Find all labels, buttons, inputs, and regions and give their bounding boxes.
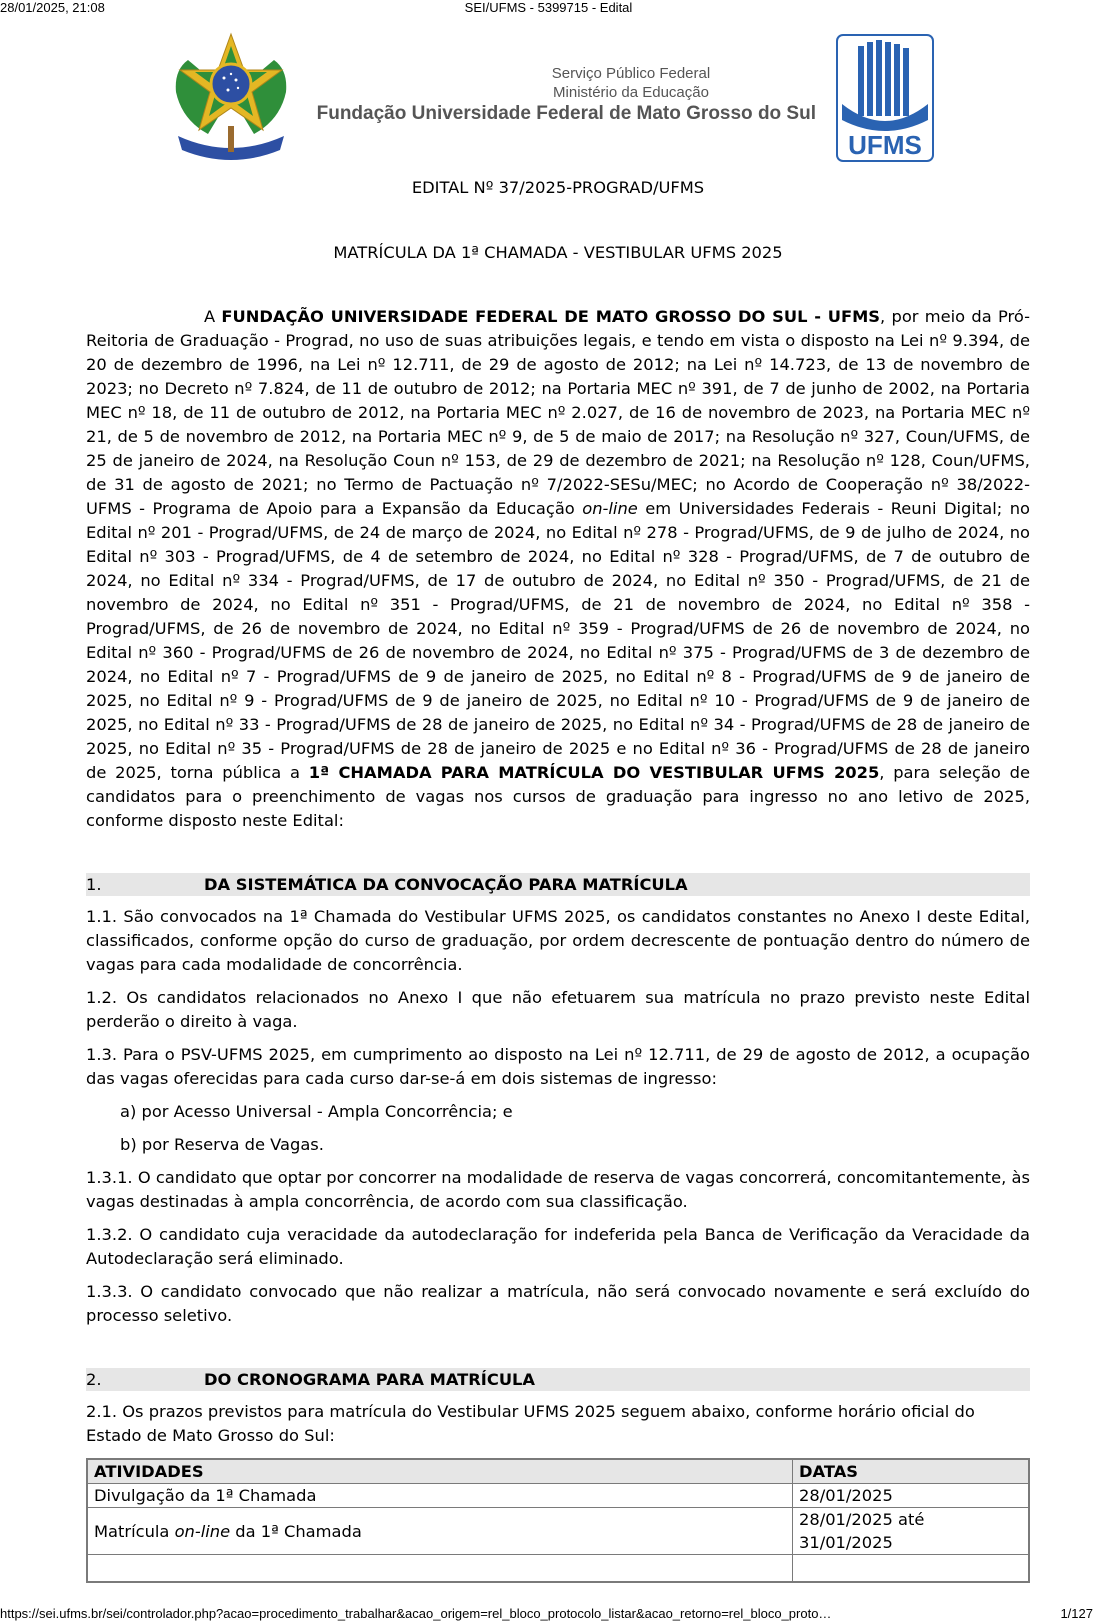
letterhead-line-1: Serviço Público Federal [551,65,711,82]
paragraph-1-3-3: 1.3.3. O candidato convocado que não realizar a matrícula, não será convocado novamente e será excluído do processo seletivo. [86,1282,1030,1325]
table-header-row [87,1459,1029,1484]
table-row-continued [87,1555,1029,1583]
paragraph-1-3-2: 1.3.2. O candidato cuja veracidade da autodeclaração for indeferida pela Banca de Verificação da Veracidade da Autodeclaração será eliminado. [86,1225,1030,1268]
paragraph-1-1: 1.1. São convocados na 1ª Chamada do Vestibular UFMS 2025, os candidatos constantes no Anexo I deste Edital, classificados, conforme opção do curso de graduação, por ordem decrescente de pontuação dentro do número de vagas para cada modalidade de concorrência. [86,907,1030,974]
column-header-dates: DATAS [793,1459,1030,1484]
letterhead [168,30,938,166]
paragraph-1-3: 1.3. Para o PSV-UFMS 2025, em cumprimento ao disposto na Lei nº 12.711, de 29 de agosto de 2012, a ocupação das vagas oferecidas para cada curso dar-se-á em dois sistemas de ingresso: [86,1045,1030,1088]
section-2-number: 2. [86,1370,102,1389]
document-subtitle: MATRÍCULA DA 1ª CHAMADA - VESTIBULAR UFMS 2025 [333,243,783,262]
section-2-heading [86,1368,1030,1391]
section-1-title: DA SISTEMÁTICA DA CONVOCAÇÃO PARA MATRÍCULA [204,875,688,894]
date-cell: 28/01/2025 até 31/01/2025 [793,1508,1030,1555]
intro-text-2: , por meio da Pró-Reitoria de Graduação - Prograd, no uso de suas atribuições legais, e tendo em vista o disposto na Lei nº 9.394, de 20 de dezembro de 1996, na Lei nº 12.711, de 29 de agosto de 2012; na Lei nº 14.723, de 13 de novembro de 2023; no Decreto nº 7.824, de 11 de outubro de 2012; na Portaria MEC nº 391, de 7 de junho de 2002, na Portaria MEC nº 18, de 11 de outubro de 2012, na Portaria MEC nº 2.027, de 16 de novembro de 2023, na Portaria MEC nº 21, de 5 de novembro de 2012, na Portaria MEC nº 9, de 5 de maio de 2017; na Resolução nº 327, Coun/UFMS, de 25 de janeiro de 2024, na Resolução Coun nº 153, de 29 de dezembro de 2021; na Resolução nº 128, Coun/UFMS, de 31 de agosto de 2021; no Termo de Pactuação nº 7/2022-SESu/MEC; no Acordo de Cooperação nº 38/2022-UFMS - Programa de Apoio para a Expansão da Educação [86,307,1030,518]
section-2-title: DO CRONOGRAMA PARA MATRÍCULA [204,1370,536,1389]
intro-bold-call: 1ª CHAMADA PARA MATRÍCULA DO VESTIBULAR UFMS 2025 [308,763,880,782]
brazil-coat-of-arms-icon [168,30,294,162]
print-page-number: 1/127 [1060,1606,1093,1621]
table-row [87,1484,1029,1508]
intro-italic-online: on-line [582,499,638,518]
paragraph-1-3-1: 1.3.1. O candidato que optar por concorrer na modalidade de reserva de vagas concorrerá, concomitantemente, às vagas destinadas à ampla concorrência, de acordo com sua classificação. [86,1168,1030,1211]
letterhead-text [296,64,816,126]
column-header-activities: ATIVIDADES [87,1459,793,1484]
list-item-a: a) por Acesso Universal - Ampla Concorrência; e [120,1102,513,1121]
document-body [86,176,1030,1583]
ufms-logo-icon [836,34,934,162]
letterhead-line-2: Ministério da Educação [553,84,709,101]
empty-cell [793,1555,1030,1583]
paragraph-2-1: 2.1. Os prazos previstos para matrícula do Vestibular UFMS 2025 seguem abaixo, conforme horário oficial do Estado de Mato Grosso do Sul: [86,1402,975,1445]
schedule-table [86,1458,1030,1583]
activity-text-post: da 1ª Chamada [230,1521,362,1541]
activity-cell: Divulgação da 1ª Chamada [87,1484,793,1508]
letterhead-institution: Fundação Universidade Federal de Mato Grosso do Sul [316,103,816,124]
ufms-logo-text: UFMS [848,130,922,160]
print-title: SEI/UFMS - 5399715 - Edital [464,0,633,15]
print-footer [0,1606,1097,1622]
table-row [87,1508,1029,1555]
intro-text-1: A [204,307,222,326]
empty-cell [87,1555,793,1583]
print-url[interactable]: https://sei.ufms.br/sei/controlador.php?acao=procedimento_trabalhar&acao_origem=rel_bloco_protocolo_listar&acao_retorno=rel_bloco_proto… [0,1606,832,1621]
date-cell: 28/01/2025 [793,1484,1030,1508]
activity-text-italic: on-line [174,1521,231,1541]
intro-bold-institution: FUNDAÇÃO UNIVERSIDADE FEDERAL DE MATO GROSSO DO SUL - UFMS [221,307,881,326]
activity-text-pre: Matrícula [94,1521,175,1541]
intro-text-3: em Universidades Federais - Reuni Digital; no Edital nº 201 - Prograd/UFMS, de 24 de março de 2024, no Edital nº 278 - Prograd/UFMS, de 9 de julho de 2024, no Edital nº 303 - Prograd/UFMS, de 4 de setembro de 2024, no Edital nº 328 - Prograd/UFMS, de 7 de outubro de 2024, no Edital nº 334 - Prograd/UFMS, de 17 de outubro de 2024, no Edital nº 350 - Prograd/UFMS, de 21 de novembro de 2024, no Edital nº 351 - Prograd/UFMS, de 21 de novembro de 2024, no Edital nº 358 - Prograd/UFMS, de 26 de novembro de 2024, no Edital nº 359 - Prograd/UFMS de 26 de novembro de 2024, no Edital nº 360 - Prograd/UFMS de 26 de novembro de 2024, no Edital nº 375 - Prograd/UFMS de 3 de dezembro de 2024, no Edital nº 7 - Prograd/UFMS de 9 de janeiro de 2025, no Edital nº 8 - Prograd/UFMS de 9 de janeiro de 2025, no Edital nº 9 - Prograd/UFMS de 9 de janeiro de 2025, no Edital nº 10 - Prograd/UFMS de 9 de janeiro de 2025, no Edital nº 33 - Prograd/UFMS de 28 de janeiro de 2025, no Edital nº 34 - Prograd/UFMS de 28 de janeiro de 2025, no Edital nº 35 - Prograd/UFMS de 28 de janeiro de 2025 e no Edital nº 36 - Prograd/UFMS de 28 de janeiro de 2025, torna pública a [86,499,1030,782]
print-datetime: 28/01/2025, 21:08 [0,0,105,15]
section-1-number: 1. [86,875,102,894]
section-1-heading [86,873,1030,896]
activity-cell [87,1508,793,1555]
intro-text-4: , para seleção de candidatos para o preenchimento de vagas nos cursos de graduação para ingresso no ano letivo de 2025, conforme disposto neste Edital: [86,763,1030,830]
document-title: EDITAL Nº 37/2025-PROGRAD/UFMS [411,178,705,197]
intro-paragraph [86,305,1030,833]
paragraph-1-2: 1.2. Os candidatos relacionados no Anexo I que não efetuarem sua matrícula no prazo previsto neste Edital perderão o direito à vaga. [86,988,1030,1031]
print-header [0,0,1097,16]
list-item-b: b) por Reserva de Vagas. [120,1135,324,1154]
